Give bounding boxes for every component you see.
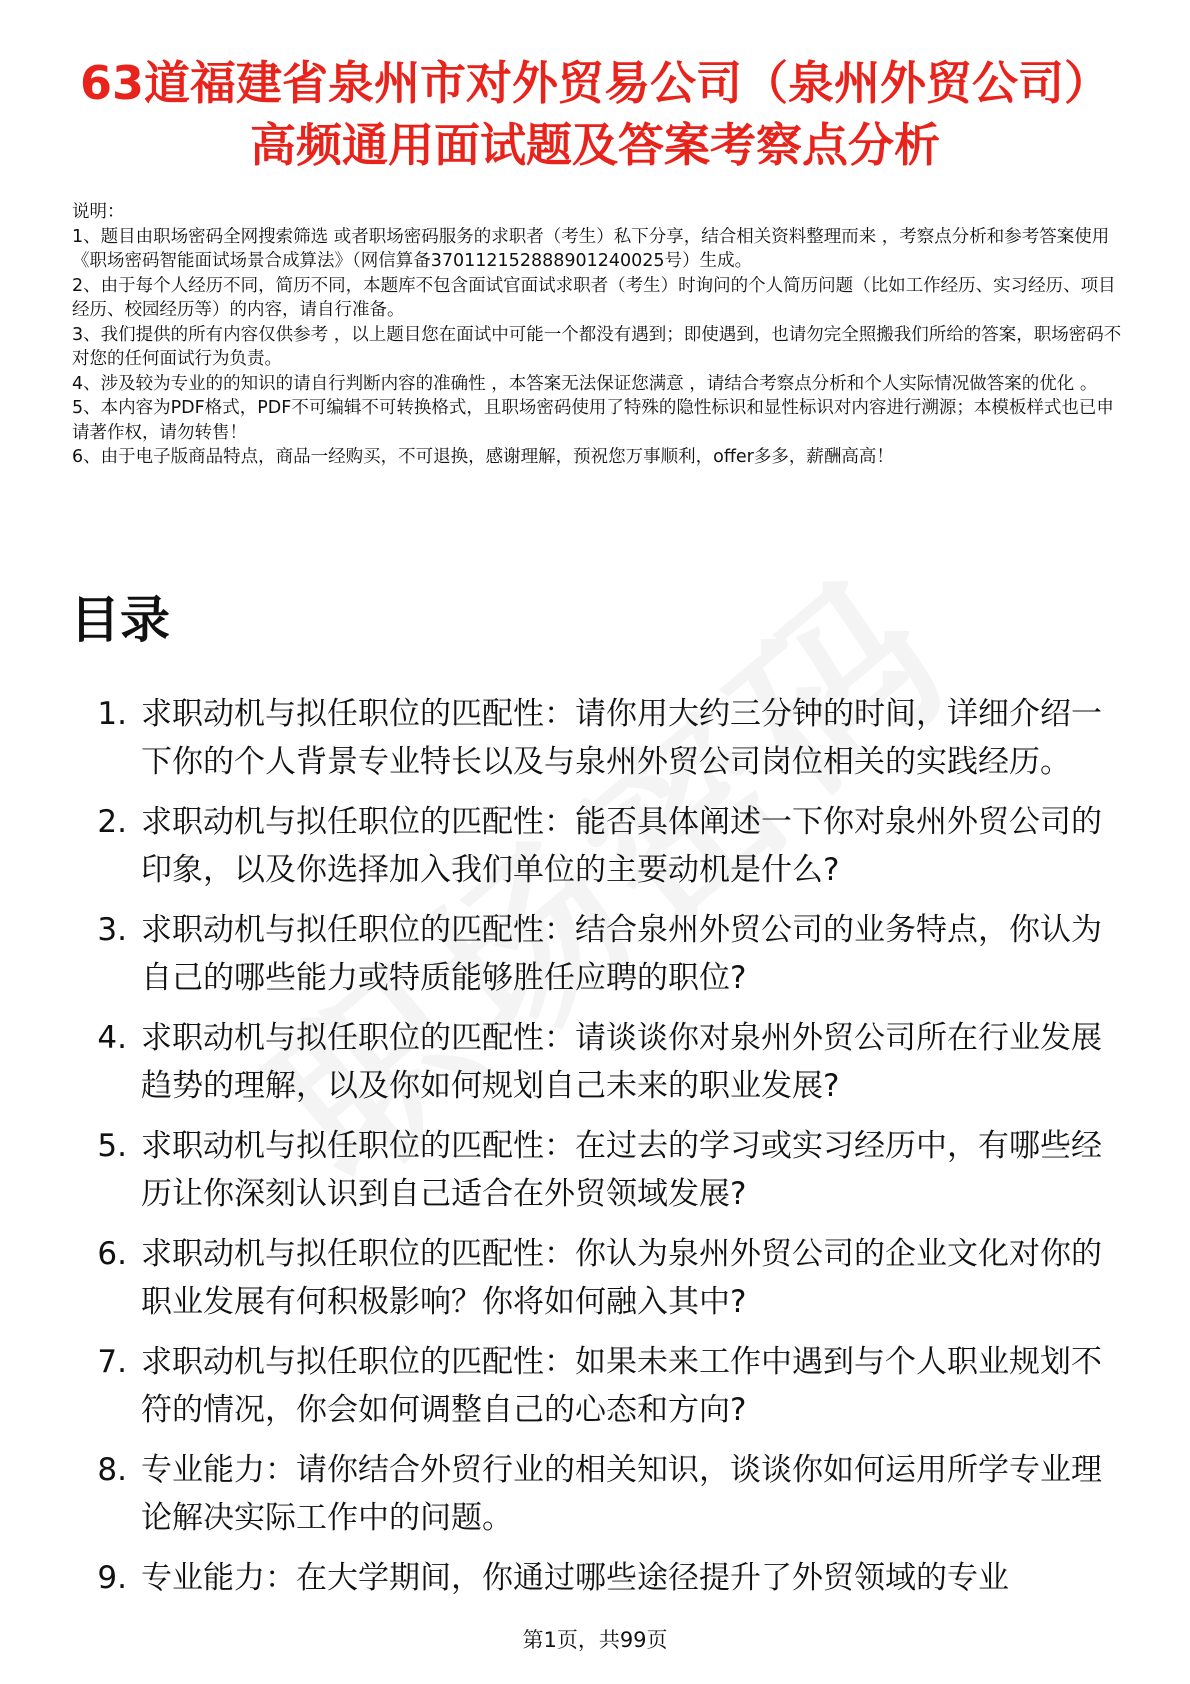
note-item: 2、由于每个人经历不同，简历不同，本题库不包含面试官面试求职者（考生）时询问的个人简历问题（比如工作经历、实习经历、项目经历、校园经历等）的内容，请自行准备。: [72, 275, 1116, 320]
toc-item-text[interactable]: 求职动机与拟任职位的匹配性：你认为泉州外贸公司的企业文化对你的职业发展有何积极影响？你将如何融入其中?: [141, 1236, 1102, 1320]
toc-item-number: 1.: [97, 696, 127, 732]
toc-item-number: 7.: [97, 1344, 127, 1380]
toc-item-text[interactable]: 专业能力：在大学期间，你通过哪些途径提升了外贸领域的专业: [141, 1560, 1009, 1596]
note-item: 3、我们提供的所有内容仅供参考 ，以上题目您在面试中可能一个都没有遇到；即使遇到，也请勿完全照搬我们所给的答案，职场密码不对您的任何面试行为负责。: [72, 324, 1122, 369]
toc-item-number: 2.: [97, 804, 127, 840]
toc-item-text[interactable]: 求职动机与拟任职位的匹配性：请谈谈你对泉州外贸公司所在行业发展趋势的理解，以及你如何规划自己未来的职业发展?: [141, 1020, 1102, 1104]
toc-item[interactable]: [72, 1554, 1132, 1602]
toc-item-number: 3.: [97, 912, 127, 948]
toc-item[interactable]: [72, 1122, 1132, 1218]
toc-item[interactable]: [72, 690, 1132, 786]
toc-item-text[interactable]: 专业能力：请你结合外贸行业的相关知识，谈谈你如何运用所学专业理论解决实际工作中的问题。: [141, 1452, 1102, 1536]
toc-item-number: 9.: [97, 1560, 127, 1596]
toc-item[interactable]: [72, 1446, 1132, 1542]
toc-item[interactable]: [72, 798, 1132, 894]
toc-item[interactable]: [72, 1338, 1132, 1434]
note-item: 5、本内容为PDF格式，PDF不可编辑不可转换格式，且职场密码使用了特殊的隐性标识和显性标识对内容进行溯源；本模板样式也已申请著作权，请勿转售！: [72, 398, 1114, 443]
toc-item-text[interactable]: 求职动机与拟任职位的匹配性：请你用大约三分钟的时间，详细介绍一下你的个人背景专业特长以及与泉州外贸公司岗位相关的实践经历。: [141, 696, 1102, 780]
toc-heading: 目录: [70, 591, 170, 649]
note-item: 4、涉及较为专业的的知识的请自行判断内容的准确性 ，本答案无法保证您满意 ，请结合考察点分析和个人实际情况做答案的优化 。: [72, 373, 1098, 394]
toc-item-text[interactable]: 求职动机与拟任职位的匹配性：结合泉州外贸公司的业务特点，你认为自己的哪些能力或特质能够胜任应聘的职位?: [141, 912, 1102, 996]
toc-item-number: 6.: [97, 1236, 127, 1272]
notes-heading: 说明：: [72, 202, 125, 222]
toc-item-number: 8.: [97, 1452, 127, 1488]
toc-item-text[interactable]: 求职动机与拟任职位的匹配性：在过去的学习或实习经历中，有哪些经历让你深刻认识到自己适合在外贸领域发展?: [141, 1128, 1102, 1212]
toc-item-number: 5.: [97, 1128, 127, 1164]
toc-item-text[interactable]: 求职动机与拟任职位的匹配性：如果未来工作中遇到与个人职业规划不符的情况，你会如何调整自己的心态和方向?: [141, 1344, 1102, 1428]
toc-item-text[interactable]: 求职动机与拟任职位的匹配性：能否具体阐述一下你对泉州外贸公司的印象，以及你选择加入我们单位的主要动机是什么?: [141, 804, 1102, 888]
toc-item[interactable]: [72, 1014, 1132, 1110]
notes-section: [72, 200, 1122, 470]
toc-item[interactable]: [72, 906, 1132, 1002]
note-item: 6、由于电子版商品特点，商品一经购买，不可退换，感谢理解，预祝您万事顺利，offer多多，薪酬高高！: [72, 447, 894, 467]
note-item: 1、题目由职场密码全网搜索筛选 或者职场密码服务的求职者（考生）私下分享，结合相关资料整理而来 ，考察点分析和参考答案使用《职场密码智能面试场景合成算法》（网信算备370112152888901240025号）生成。: [72, 226, 1110, 271]
toc-list: [72, 690, 1132, 1614]
toc-item[interactable]: [72, 1230, 1132, 1326]
document-title: 63道福建省泉州市对外贸易公司（泉州外贸公司）高频通用面试题及答案考察点分析: [79, 56, 1110, 172]
page-footer: 第1页，共99页: [522, 1628, 668, 1652]
toc-item-number: 4.: [97, 1020, 127, 1056]
